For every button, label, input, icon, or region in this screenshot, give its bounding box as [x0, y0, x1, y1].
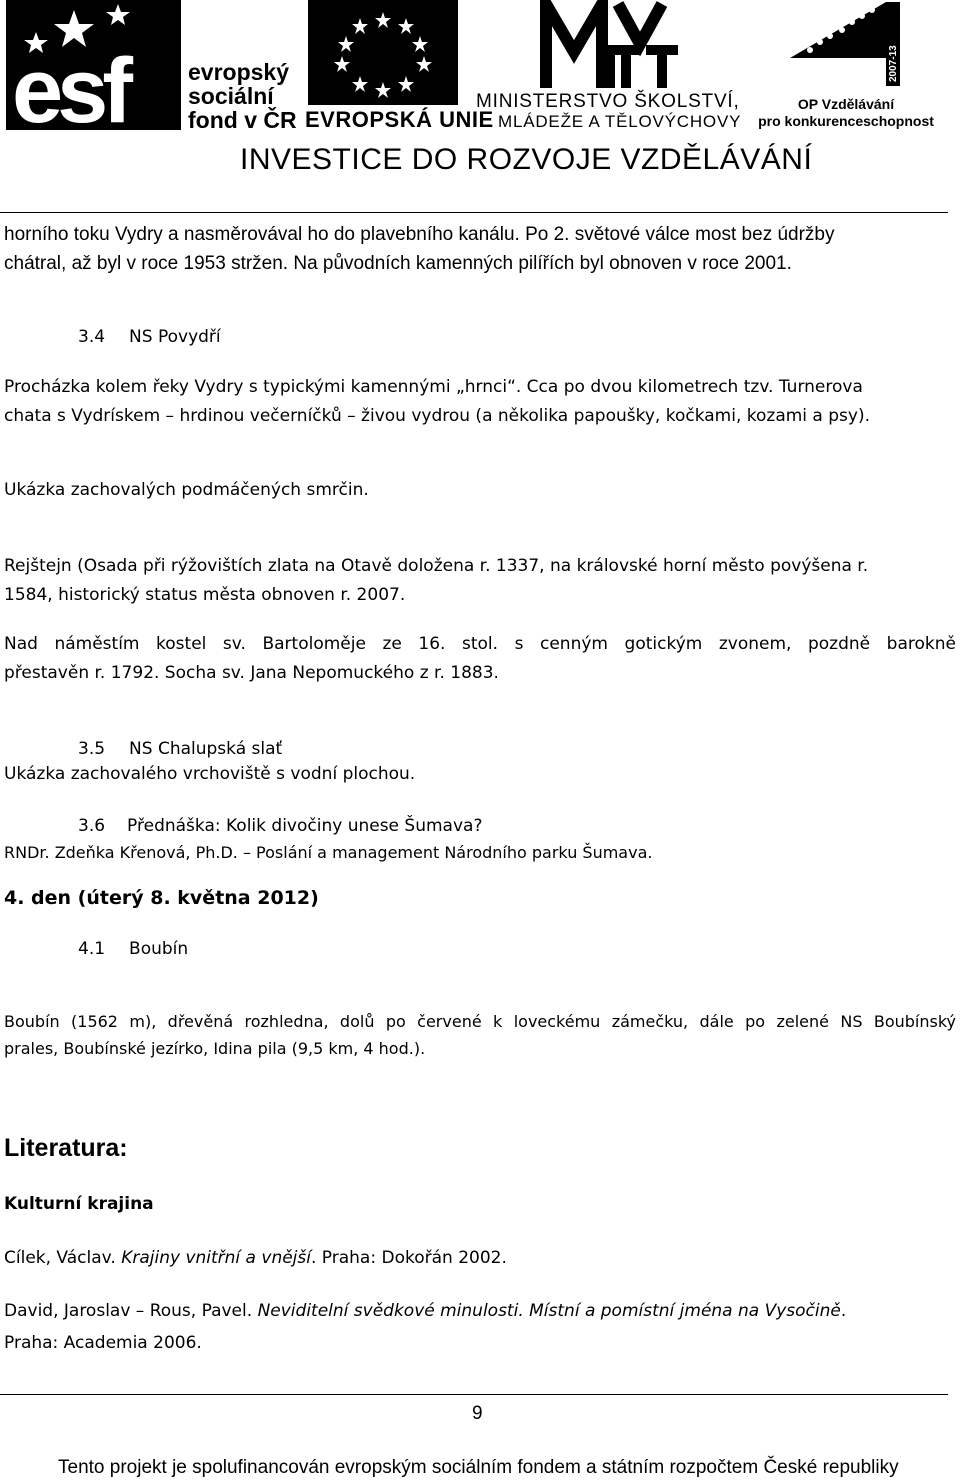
section-title: NS Chalupská slať	[129, 739, 283, 759]
section-title: Přednáška: Kolik divočiny unese Šumava?	[127, 816, 483, 836]
op-logo-text	[756, 96, 936, 130]
page-number: 9	[472, 1403, 483, 1424]
header-rule	[0, 212, 948, 213]
esf-line-3: fond v ČR	[188, 107, 297, 133]
paragraph-7: RNDr. Zdeňka Křenová, Ph.D. – Poslání a management Národního parku Šumava.	[4, 843, 653, 862]
msmt-line-2: MLÁDEŽE A TĚLOVÝCHOVY	[498, 112, 742, 131]
esf-line-1: evropský	[188, 59, 290, 85]
header-banner: INVESTICE DO ROZVOJE VZDĚLÁVÁNÍ	[240, 143, 813, 176]
msmt-logo-icon	[540, 0, 680, 88]
section-title: NS Povydří	[129, 327, 221, 347]
paragraph-8-line-2: prales, Boubínské jezírko, Idina pila (9,5 km, 4 hod.).	[4, 1039, 426, 1058]
reference-title: Neviditelní svědkové minulosti. Místní a pomístní jména na Vysočině	[257, 1301, 841, 1321]
esf-logo-text	[188, 60, 297, 132]
eu-flag-icon	[308, 0, 458, 105]
section-number: 3.5	[78, 739, 106, 759]
paragraph-2-line-2: chata s Vydrískem – hrdinou večerníčků – živou vydrou (a několika papoušky, kočkami, kozami a psy).	[4, 406, 870, 426]
reference-publisher: . Praha: Dokořán 2002.	[310, 1248, 507, 1268]
section-number: 3.6	[78, 816, 106, 836]
paragraph-4-line-2: 1584, historický status města obnoven r. 2007.	[4, 585, 406, 605]
paragraph-1-line-2: chátral, až byl v roce 1953 stržen. Na původních kamenných pilířích byl obnoven v roce 2001.	[4, 253, 792, 274]
paragraph-1-line-1: horního toku Vydry a nasměrovával ho do plavebního kanálu. Po 2. světové válce most bez údržby	[4, 224, 835, 245]
day-4-heading: 4. den (úterý 8. května 2012)	[4, 887, 319, 909]
reference-author: David, Jaroslav – Rous, Pavel.	[4, 1301, 258, 1321]
paragraph-2-line-1: Procházka kolem řeky Vydry s typickými kamennými „hrnci“. Cca po dvou kilometrech tzv. Turnerova	[4, 377, 863, 397]
svg-text:2007-13: 2007-13	[888, 45, 899, 82]
op-logo-icon	[790, 2, 902, 92]
op-line-1: OP Vzdělávání	[797, 96, 895, 112]
reference-1	[4, 1244, 507, 1273]
literature-heading: Literatura:	[4, 1134, 128, 1162]
paragraph-4-line-1: Rejštejn (Osada při rýžovištích zlata na Otavě doložena r. 1337, na královské horní město povýšena r.	[4, 556, 869, 576]
esf-line-2: sociální	[188, 83, 274, 109]
literature-subheading: Kulturní krajina	[4, 1194, 154, 1214]
section-title: Boubín	[129, 939, 189, 959]
paragraph-5-line-1: Nad náměstím kostel sv. Bartoloměje ze 16. stol. s cenným gotickým zvonem, pozdně barokně	[4, 634, 956, 654]
footer-rule	[0, 1394, 948, 1395]
paragraph-5-line-2: přestavěn r. 1792. Socha sv. Jana Nepomuckého z r. 1883.	[4, 663, 499, 683]
reference-punctuation: .	[840, 1301, 847, 1321]
reference-author: Cílek, Václav.	[4, 1248, 122, 1268]
esf-logo-icon	[6, 0, 181, 130]
paragraph-6: Ukázka zachovalého vrchoviště s vodní plochou.	[4, 764, 416, 784]
section-4-1-heading	[78, 935, 188, 964]
section-3-6-heading	[78, 812, 482, 841]
section-3-4-heading	[78, 323, 221, 352]
svg-text:esf: esf	[12, 40, 127, 130]
paragraph-8-line-1: Boubín (1562 m), dřevěná rozhledna, dolů po červené k loveckému zámečku, dále po zelené NS Boubínský	[4, 1012, 956, 1031]
msmt-logo-text	[476, 92, 741, 132]
header-logos	[0, 0, 960, 190]
paragraph-3: Ukázka zachovalých podmáčených smrčin.	[4, 480, 369, 500]
section-number: 3.4	[78, 327, 106, 347]
reference-2	[4, 1297, 846, 1326]
section-number: 4.1	[78, 939, 106, 959]
reference-title: Krajiny vnitřní a vnější	[121, 1248, 311, 1268]
reference-2-line-2: Praha: Academia 2006.	[4, 1333, 202, 1353]
footer-text: Tento projekt je spolufinancován evropským sociálním fondem a státním rozpočtem České republiky	[58, 1457, 899, 1478]
msmt-line-1: MINISTERSTVO ŠKOLSTVÍ,	[476, 91, 740, 112]
op-line-2: pro konkurenceschopnost	[758, 113, 934, 129]
eu-label: EVROPSKÁ UNIE	[305, 107, 494, 132]
